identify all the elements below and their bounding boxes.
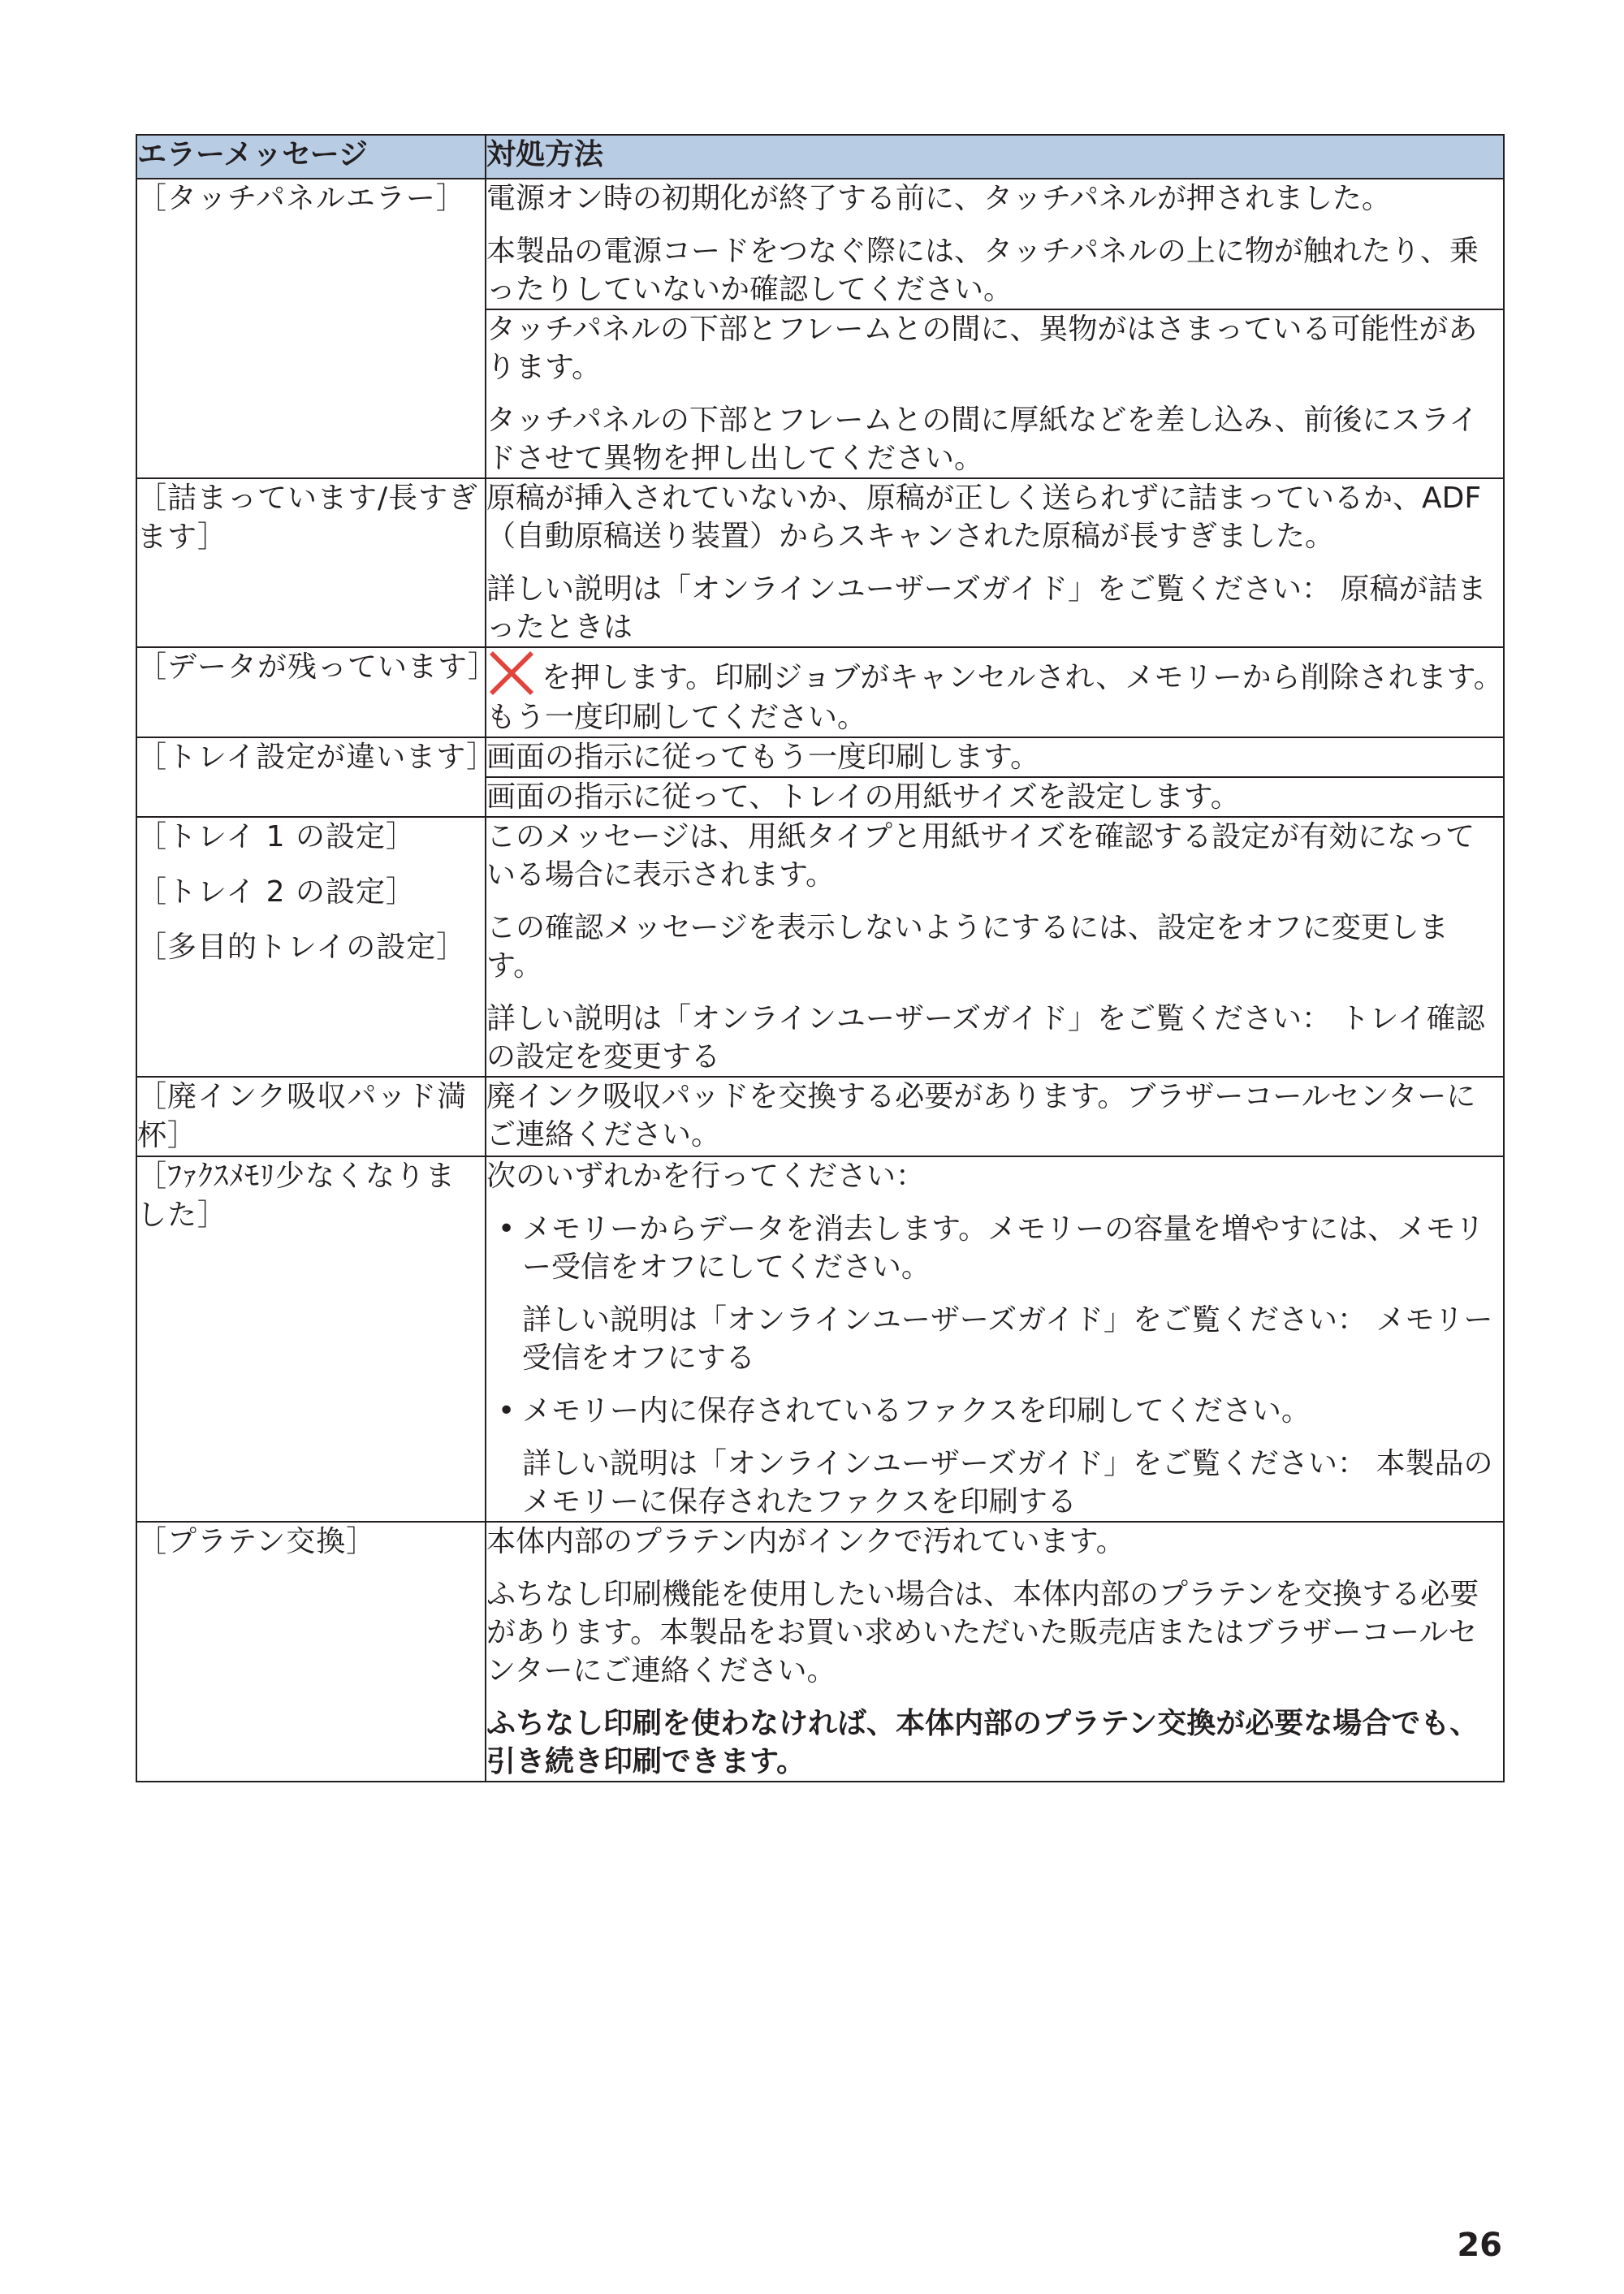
error-message: ［プラテン交換］	[137, 1525, 377, 1558]
action-cell	[486, 647, 1504, 737]
action-cell	[486, 1522, 1504, 1782]
bullet-icon: •	[498, 1394, 516, 1428]
error-message-cell	[136, 1156, 486, 1522]
error-message: ［データが残っています］	[137, 650, 499, 684]
action-text: 本製品の電源コードをつなぐ際には、タッチパネルの上に物が触れたり、乗ったりしていないか確認してください。	[486, 235, 1479, 306]
error-message-cell	[136, 478, 486, 647]
action-text: タッチパネルの下部とフレームとの間に厚紙などを差し込み、前後にスライドさせて異物を押し出してください。	[486, 404, 1479, 475]
table-row	[136, 737, 1504, 777]
action-text: 本体内部のプラテン内がインクで汚れています。	[486, 1525, 1125, 1558]
action-bullet-list	[486, 1210, 1503, 1521]
page-number: 26	[1457, 2227, 1502, 2264]
action-text: 原稿が挿入されていないか、原稿が正しく送られずに詰まっているか、ADF（自動原稿送り装置）からスキャンされた原稿が長すぎました。	[486, 482, 1482, 553]
error-message-table	[136, 134, 1505, 1782]
cancel-x-icon	[486, 648, 537, 698]
action-cell	[486, 478, 1504, 647]
action-cell	[486, 817, 1504, 1077]
action-text: このメッセージは、用紙タイプと用紙サイズを確認する設定が有効になっている場合に表示されます。	[486, 820, 1475, 892]
error-message: ［タッチパネルエラー］	[137, 182, 466, 215]
action-cell	[486, 179, 1504, 309]
action-cell	[486, 309, 1504, 478]
action-text	[486, 648, 1503, 737]
table-header-row	[136, 135, 1504, 179]
action-cell	[486, 1156, 1504, 1522]
error-message-cell	[136, 1522, 486, 1782]
error-message: ［多目的トレイの設定］	[137, 931, 467, 964]
list-item	[486, 1210, 1503, 1377]
error-message-cell	[136, 179, 486, 478]
action-text: 電源オン時の初期化が終了する前に、タッチパネルが押されました。	[486, 182, 1391, 215]
action-cell	[486, 1077, 1504, 1156]
table-row	[136, 478, 1504, 647]
table-row	[136, 179, 1504, 309]
bullet-subtext: 詳しい説明は「オンラインユーザーズガイド」をご覧ください： 本製品のメモリーに保存されたファクスを印刷する	[522, 1447, 1493, 1519]
action-note-bold: ふちなし印刷を使わなければ、本体内部のプラテン交換が必要な場合でも、引き続き印刷できます。	[486, 1707, 1479, 1778]
list-item	[486, 1392, 1503, 1521]
error-message: ［トレイ設定が違います］	[137, 741, 497, 774]
error-message: ［トレイ 2 の設定］	[137, 875, 416, 909]
action-text: 画面の指示に従って、トレイの用紙サイズを設定します。	[486, 780, 1240, 814]
action-text: 詳しい説明は「オンラインユーザーズガイド」をご覧ください： 原稿が詰まったときは	[486, 572, 1487, 644]
action-text: この確認メッセージを表示しないようにするには、設定をオフに変更します。	[486, 911, 1449, 983]
error-message: ［トレイ 1 の設定］	[137, 820, 416, 853]
action-text: 廃インク吸収パッドを交換する必要があります。ブラザーコールセンターにご連絡ください。	[486, 1080, 1476, 1151]
error-message: ［ﾌｧｸｽﾒﾓﾘ少なくなりました］	[137, 1160, 456, 1232]
table-row	[136, 1156, 1504, 1522]
action-text: 画面の指示に従ってもう一度印刷します。	[486, 741, 1040, 774]
bullet-text: メモリーからデータを消去します。メモリーの容量を増やすには、メモリー受信をオフにしてください。	[522, 1212, 1485, 1284]
header-action: 対処方法	[486, 135, 1504, 179]
action-text: 詳しい説明は「オンラインユーザーズガイド」をご覧ください： トレイ確認の設定を変更する	[486, 1002, 1485, 1074]
table-row	[136, 1522, 1504, 1782]
error-message-cell	[136, 1077, 486, 1156]
action-text: ふちなし印刷機能を使用したい場合は、本体内部のプラテンを交換する必要があります。本製品をお買い求めいただいた販売店またはブラザーコールセンターにご連絡ください。	[486, 1578, 1479, 1687]
error-message-cell	[136, 647, 499, 737]
table-row	[136, 1077, 1504, 1156]
error-message: ［詰まっています/長すぎます］	[137, 482, 479, 554]
table-row	[136, 817, 1504, 1077]
action-text-body: を押します。印刷ジョブがキャンセルされ、メモリーから削除されます。もう一度印刷してください。	[486, 661, 1503, 734]
table-row	[136, 647, 1504, 737]
bullet-icon: •	[498, 1212, 516, 1246]
action-cell	[486, 777, 1504, 817]
header-error-message: エラーメッセージ	[136, 135, 486, 179]
bullet-subtext: 詳しい説明は「オンラインユーザーズガイド」をご覧ください： メモリー受信をオフにする	[522, 1303, 1493, 1375]
error-message-cell	[136, 737, 497, 817]
action-text: タッチパネルの下部とフレームとの間に、異物がはさまっている可能性があります。	[486, 313, 1478, 384]
action-cell	[486, 737, 1504, 777]
action-intro: 次のいずれかを行ってください：	[486, 1160, 926, 1193]
bullet-text: メモリー内に保存されているファクスを印刷してください。	[522, 1394, 1311, 1428]
error-message: ［廃インク吸収パッド満杯］	[137, 1080, 468, 1152]
error-message-cell	[136, 817, 486, 1077]
